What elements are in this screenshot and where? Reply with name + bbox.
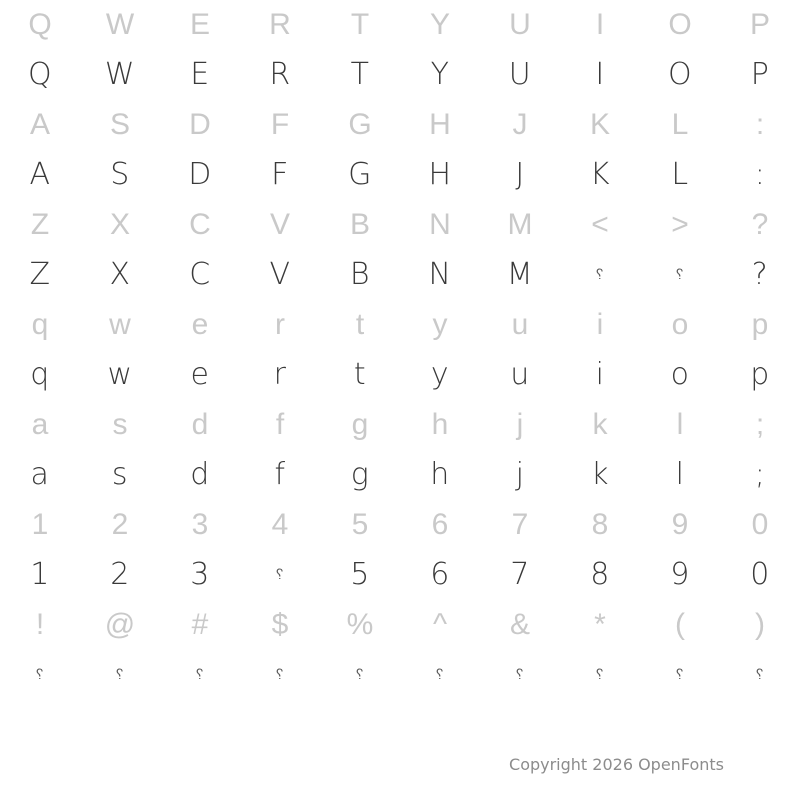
specimen-glyph-cell: y xyxy=(430,357,450,392)
reference-glyph-cell: i xyxy=(596,308,604,341)
specimen-glyph-cell: h xyxy=(430,457,450,492)
reference-glyph-cell: C xyxy=(189,208,211,241)
copyright-notice: Copyright 2026 OpenFonts xyxy=(509,755,724,774)
specimen-glyph-cell: d xyxy=(190,457,210,492)
reference-glyph-cell: A xyxy=(29,108,50,141)
specimen-glyph-cell: e xyxy=(190,357,210,392)
specimen-glyph-cell: ␦ xyxy=(34,667,46,683)
specimen-glyph-cell: ␦ xyxy=(194,667,206,683)
reference-glyph-cell: R xyxy=(269,8,291,41)
specimen-glyph-cell: i xyxy=(595,357,605,392)
reference-glyph-cell: I xyxy=(595,8,605,41)
reference-glyph-cell: s xyxy=(112,408,128,441)
specimen-glyph-cell: ␦ xyxy=(434,667,446,683)
reference-glyph-cell: Y xyxy=(429,8,450,41)
specimen-glyph-cell: p xyxy=(750,357,770,392)
reference-glyph-cell: 6 xyxy=(431,508,449,541)
reference-glyph-cell: O xyxy=(668,8,692,41)
reference-glyph-cell: t xyxy=(355,308,365,341)
reference-glyph-cell: @ xyxy=(104,608,136,641)
reference-glyph-cell: u xyxy=(511,308,529,341)
reference-glyph-cell: U xyxy=(509,8,531,41)
reference-glyph-cell: 3 xyxy=(191,508,209,541)
specimen-glyph-cell: P xyxy=(750,57,770,92)
specimen-glyph-cell: J xyxy=(515,157,525,192)
reference-glyph-cell: N xyxy=(429,208,451,241)
reference-glyph-cell: f xyxy=(275,408,285,441)
specimen-glyph-cell: ␦ xyxy=(674,667,686,683)
specimen-glyph-cell: 7 xyxy=(510,557,530,592)
reference-glyph-cell: a xyxy=(31,408,49,441)
specimen-glyph-cell: W xyxy=(104,57,136,92)
reference-glyph-cell: & xyxy=(509,608,530,641)
specimen-glyph-cell: g xyxy=(350,457,370,492)
reference-glyph-cell: 7 xyxy=(511,508,529,541)
reference-glyph-cell: q xyxy=(31,308,49,341)
specimen-glyph-cell: ␦ xyxy=(754,667,766,683)
reference-glyph-cell: d xyxy=(191,408,209,441)
reference-glyph-cell: D xyxy=(189,108,211,141)
reference-glyph-cell: ( xyxy=(675,608,685,641)
specimen-glyph-cell: D xyxy=(188,157,212,192)
reference-glyph-cell: ? xyxy=(751,208,769,241)
reference-glyph-cell: Z xyxy=(30,208,50,241)
reference-glyph-cell: P xyxy=(749,8,770,41)
reference-glyph-cell: ^ xyxy=(432,608,448,641)
reference-glyph-cell: T xyxy=(350,8,370,41)
specimen-glyph-cell: B xyxy=(349,257,371,292)
specimen-glyph-cell: ␦ xyxy=(514,667,526,683)
specimen-glyph-cell: X xyxy=(109,257,131,292)
specimen-glyph-cell: 1 xyxy=(30,557,50,592)
specimen-glyph-cell: V xyxy=(269,257,291,292)
specimen-glyph-cell: ␦ xyxy=(674,267,686,283)
reference-glyph-cell: j xyxy=(516,408,524,441)
specimen-glyph-cell: I xyxy=(595,57,605,92)
reference-glyph-cell: g xyxy=(351,408,369,441)
reference-glyph-cell: o xyxy=(671,308,689,341)
reference-glyph-cell: ! xyxy=(35,608,45,641)
reference-glyph-cell: Q xyxy=(28,8,52,41)
reference-glyph-cell: y xyxy=(432,308,448,341)
specimen-glyph-cell: 2 xyxy=(110,557,130,592)
reference-glyph-cell: 0 xyxy=(751,508,769,541)
reference-glyph-cell: % xyxy=(346,608,374,641)
reference-glyph-cell: : xyxy=(755,108,765,141)
reference-glyph-cell: W xyxy=(105,8,135,41)
reference-glyph-cell: # xyxy=(191,608,209,641)
specimen-glyph-cell: 9 xyxy=(670,557,690,592)
reference-glyph-cell: > xyxy=(671,208,689,241)
reference-glyph-cell: l xyxy=(676,408,684,441)
specimen-glyph-cell: ␦ xyxy=(114,667,126,683)
reference-glyph-cell: < xyxy=(591,208,609,241)
reference-glyph-cell: k xyxy=(592,408,608,441)
specimen-glyph-cell: S xyxy=(110,157,130,192)
specimen-glyph-cell: R xyxy=(269,57,291,92)
specimen-glyph-cell: k xyxy=(591,457,609,492)
reference-glyph-cell: w xyxy=(109,308,131,341)
specimen-glyph-cell: q xyxy=(30,357,50,392)
specimen-glyph-cell: Y xyxy=(430,57,450,92)
specimen-glyph-cell: H xyxy=(428,157,452,192)
specimen-glyph-cell: a xyxy=(30,457,50,492)
specimen-glyph-cell: ␦ xyxy=(274,567,286,583)
specimen-glyph-cell: 5 xyxy=(350,557,370,592)
specimen-glyph-cell: Q xyxy=(27,57,53,92)
specimen-glyph-cell: ␦ xyxy=(594,267,606,283)
reference-glyph-cell: ; xyxy=(755,408,765,441)
reference-glyph-cell: * xyxy=(594,608,606,641)
reference-glyph-cell: K xyxy=(589,108,610,141)
specimen-glyph-cell: ␦ xyxy=(354,667,366,683)
reference-glyph-cell: 4 xyxy=(271,508,289,541)
specimen-glyph-cell: j xyxy=(515,457,525,492)
specimen-glyph-cell: F xyxy=(271,157,289,192)
specimen-glyph-cell: C xyxy=(189,257,211,292)
specimen-glyph-cell: G xyxy=(348,157,372,192)
reference-glyph-cell: 5 xyxy=(351,508,369,541)
specimen-glyph-cell: E xyxy=(190,57,210,92)
specimen-glyph-cell: A xyxy=(29,157,51,192)
reference-glyph-cell: 1 xyxy=(31,508,49,541)
specimen-glyph-cell: s xyxy=(111,457,129,492)
specimen-glyph-cell: ␦ xyxy=(274,667,286,683)
reference-glyph-cell: 2 xyxy=(111,508,129,541)
reference-glyph-cell: E xyxy=(189,8,210,41)
reference-glyph-cell: 8 xyxy=(591,508,609,541)
specimen-glyph-cell: N xyxy=(428,257,452,292)
reference-glyph-cell: L xyxy=(671,108,689,141)
specimen-glyph-cell: 8 xyxy=(590,557,610,592)
specimen-glyph-cell: ; xyxy=(754,457,766,492)
reference-glyph-cell: V xyxy=(269,208,290,241)
reference-glyph-cell: e xyxy=(191,308,209,341)
specimen-glyph-cell: l xyxy=(675,457,685,492)
reference-glyph-cell: $ xyxy=(271,608,289,641)
reference-glyph-cell: h xyxy=(431,408,449,441)
specimen-glyph-cell: M xyxy=(506,257,534,292)
specimen-glyph-cell: K xyxy=(589,157,611,192)
specimen-glyph-cell: ? xyxy=(751,257,769,292)
specimen-glyph-cell: w xyxy=(107,357,133,392)
reference-glyph-cell: r xyxy=(275,308,285,341)
specimen-glyph-cell: 6 xyxy=(430,557,450,592)
specimen-glyph-cell: T xyxy=(350,57,370,92)
reference-glyph-cell: 9 xyxy=(671,508,689,541)
specimen-glyph-cell: t xyxy=(353,357,367,392)
specimen-glyph-cell: r xyxy=(273,357,287,392)
specimen-glyph-cell: U xyxy=(508,57,532,92)
reference-glyph-cell: G xyxy=(348,108,372,141)
specimen-glyph-cell: 3 xyxy=(190,557,210,592)
specimen-glyph-cell: f xyxy=(274,457,286,492)
reference-glyph-cell: J xyxy=(512,108,528,141)
reference-glyph-cell: p xyxy=(751,308,769,341)
specimen-glyph-cell: ␦ xyxy=(594,667,606,683)
specimen-glyph-cell: o xyxy=(670,357,690,392)
specimen-glyph-cell: L xyxy=(671,157,689,192)
reference-glyph-cell: S xyxy=(109,108,130,141)
specimen-glyph-cell: Z xyxy=(29,257,51,292)
reference-glyph-cell: B xyxy=(349,208,370,241)
reference-glyph-cell: M xyxy=(507,208,533,241)
specimen-glyph-cell: 0 xyxy=(750,557,770,592)
specimen-glyph-cell: u xyxy=(510,357,530,392)
reference-glyph-cell: ) xyxy=(755,608,765,641)
specimen-glyph-cell: : xyxy=(754,157,766,192)
reference-glyph-cell: X xyxy=(109,208,130,241)
reference-glyph-cell: H xyxy=(429,108,451,141)
reference-glyph-cell: F xyxy=(270,108,290,141)
specimen-glyph-cell: O xyxy=(667,57,693,92)
